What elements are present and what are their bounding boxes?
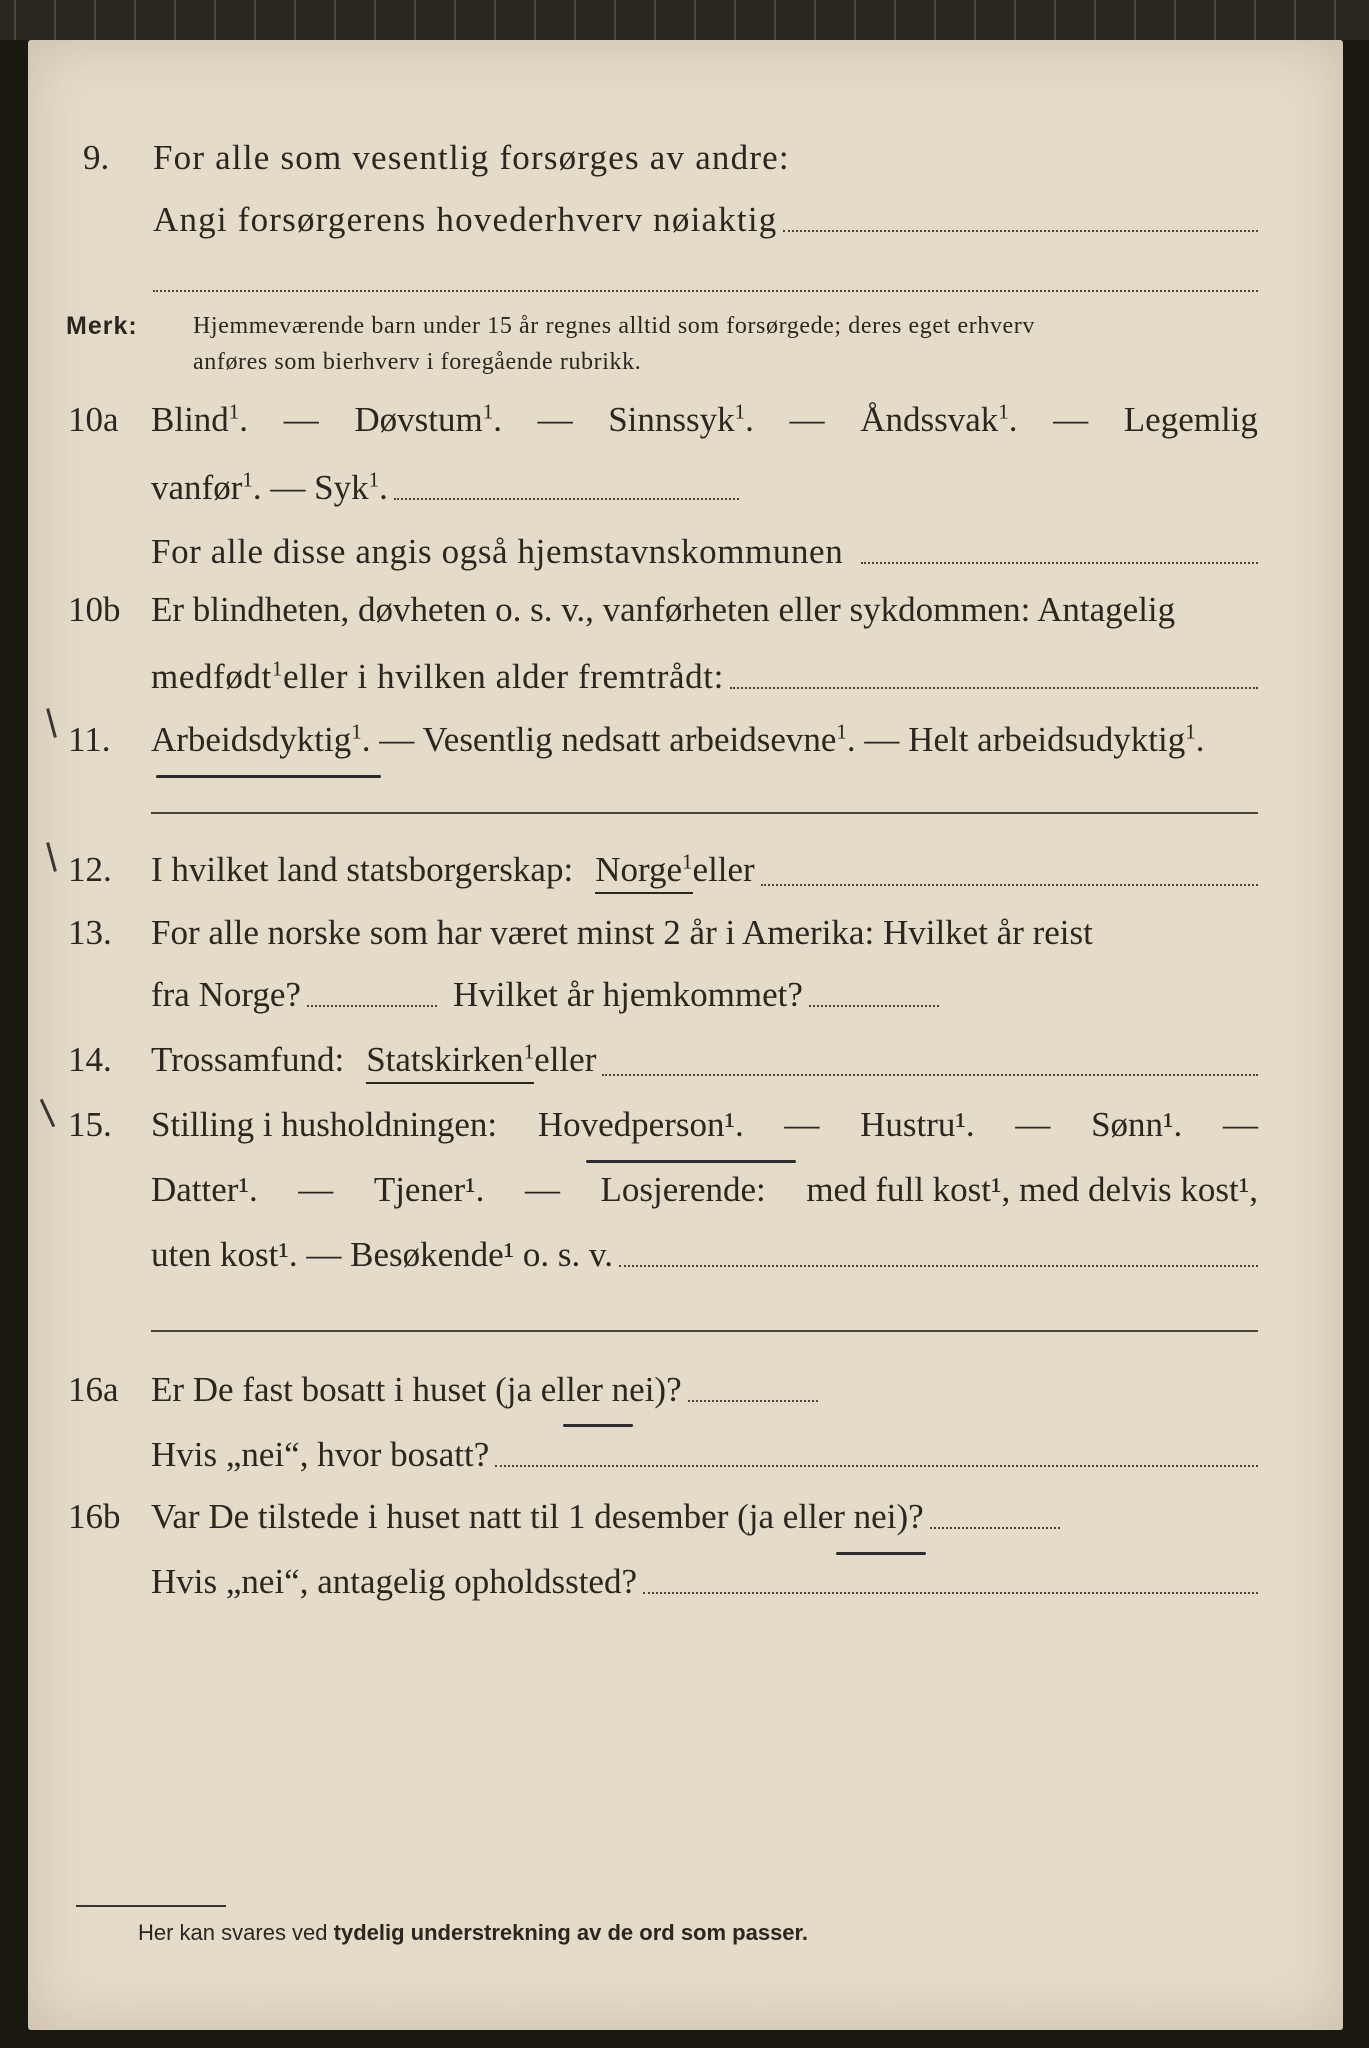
opt-legemlig[interactable]: Legemlig [1123,400,1258,439]
handwritten-underline-ja [563,1424,633,1427]
trossamfund-answer-field[interactable] [602,1074,1258,1076]
dash: — [784,1105,820,1144]
dash: — [1015,1105,1051,1144]
q10a-number: 10a [68,400,119,439]
opt-kost[interactable]: med full kost¹, med delvis kost¹, [806,1170,1258,1209]
reist-answer-field[interactable] [307,1005,437,1007]
opt-udyktig[interactable]: . — Helt arbeidsudyktig$^1$. [846,719,1205,759]
q13-hjemkommet-text: Hvilket år hjemkommet? [452,975,803,1014]
q16b-number: 16b [68,1497,121,1536]
opt-vanfor[interactable]: vanfør$^1$ [151,467,253,507]
hjemkommet-answer-field[interactable] [809,1005,939,1007]
dash: — [1222,1105,1258,1144]
q9-text: For alle som vesentlig forsørges av andre: [153,138,790,177]
q14-text: Trossamfund: [151,1040,345,1079]
hjemstavn-answer-field[interactable] [861,562,1258,564]
q9-answer-field[interactable] [783,230,1258,232]
opt-nedsatt[interactable]: . — Vesentlig nedsatt arbeidsevne$^1$ [361,719,847,759]
opt-arbeidsdyktig[interactable]: Arbeidsdyktig$^1$ [151,719,362,759]
q16b-text: Var De tilstede i huset natt til 1 desember (ja eller nei)? [151,1497,924,1536]
opt-datter[interactable]: Datter¹. [151,1170,258,1209]
scan-edge [0,0,1369,40]
footnote-text: Her kan svares ved [138,1920,334,1945]
opt-sonn[interactable]: Sønn¹. [1091,1105,1183,1144]
q10b-text: Er blindheten, døvheten o. s. v., vanførheten eller sykdommen: Antagelig [151,590,1176,629]
q16a-text2: Hvis „nei“, hvor bosatt? [151,1435,490,1474]
opt-andssvak[interactable]: Åndssvak$^1$. [860,399,1018,439]
q10b-number: 10b [68,590,121,629]
merk-line1: Hjemmeværende barn under 15 år regnes alltid som forsørgede; deres eget erhverv [193,313,1036,339]
opt-sinnssyk[interactable]: Sinnssyk$^1$. [608,399,754,439]
q12-eller: eller [692,850,755,889]
dash: — [537,400,573,439]
dash: — [524,1170,560,1209]
hjemstavn-text: For alle disse angis også hjemstavnskommunen [151,532,844,571]
q11-answer-line[interactable] [151,812,1258,814]
q14-number: 14. [68,1040,112,1079]
handwritten-underline-hovedperson [586,1160,796,1163]
dash: — [298,1170,334,1209]
pen-tick-mark [40,1099,55,1127]
q11-number: 11. [68,720,111,759]
merk-line2: anføres som bierhverv i foregående rubrikk. [193,349,642,375]
opholdssted-answer-field[interactable] [643,1592,1258,1594]
q13-number: 13. [68,913,112,952]
q16b-text2: Hvis „nei“, antagelig opholdssted? [151,1562,637,1601]
statsborgerskap-answer-field[interactable] [761,884,1258,886]
q9-text2: Angi forsørgerens hovederhverv nøiaktig [153,200,778,239]
q13-reist-text: fra Norge? [151,975,301,1014]
opt-medfodt[interactable]: medfødt$^1$ [151,656,283,696]
bosatt-answer-field[interactable] [688,1400,818,1402]
q15-number: 15. [68,1105,112,1144]
bosatt-hvor-answer-field[interactable] [495,1465,1258,1467]
pen-tick-mark [46,842,57,872]
opt-hovedperson[interactable]: Hovedperson¹. [537,1105,744,1144]
opt-norge[interactable]: Norge$^1$ [595,850,692,894]
opt-syk[interactable]: . — Syk$^1$. [252,467,388,507]
q12-number: 12. [68,850,112,889]
q15-text: Stilling i husholdningen: [151,1105,498,1144]
husholdning-answer-field[interactable] [619,1265,1258,1267]
opt-statskirken[interactable]: Statskirken$^1$ [366,1040,534,1084]
dash: — [283,400,319,439]
q16a-text: Er De fast bosatt i huset (ja eller nei)? [151,1370,682,1409]
pen-tick-mark [46,708,57,738]
opt-hustru[interactable]: Hustru¹. [860,1105,975,1144]
q15-answer-line[interactable] [151,1330,1258,1332]
q15-text3[interactable]: uten kost¹. — Besøkende¹ o. s. v. [151,1235,614,1274]
tilstede-answer-field[interactable] [930,1527,1060,1529]
q9-number: 9. [83,138,110,177]
q10b-text2: eller i hvilken alder fremtrådt: [282,657,724,696]
dash: — [789,400,825,439]
merk-label: Merk: [66,312,138,340]
handwritten-underline-arbeidsdyktig [156,775,381,778]
opt-blind[interactable]: Blind$^1$. [151,399,249,439]
footnote-rule [76,1905,226,1907]
q16a-number: 16a [68,1370,119,1409]
footnote-bold-text: tydelig understrekning av de ord som passer. [333,1920,809,1945]
census-form-page [28,40,1343,2030]
q14-eller: eller [534,1040,597,1079]
alder-answer-field[interactable] [730,687,1258,689]
q9-answer-line[interactable] [153,290,1258,292]
q12-text: I hvilket land statsborgerskap: [151,850,574,889]
syk-answer-field[interactable] [394,498,739,500]
opt-tjener[interactable]: Tjener¹. [373,1170,485,1209]
opt-losjerende: Losjerende: [600,1170,766,1209]
opt-dovstum[interactable]: Døvstum$^1$. [354,399,502,439]
handwritten-underline-ja [836,1552,926,1555]
dash: — [1053,400,1089,439]
footnote [138,1920,808,1946]
q13-text: For alle norske som har været minst 2 år i Amerika: Hvilket år reist [151,913,1093,952]
